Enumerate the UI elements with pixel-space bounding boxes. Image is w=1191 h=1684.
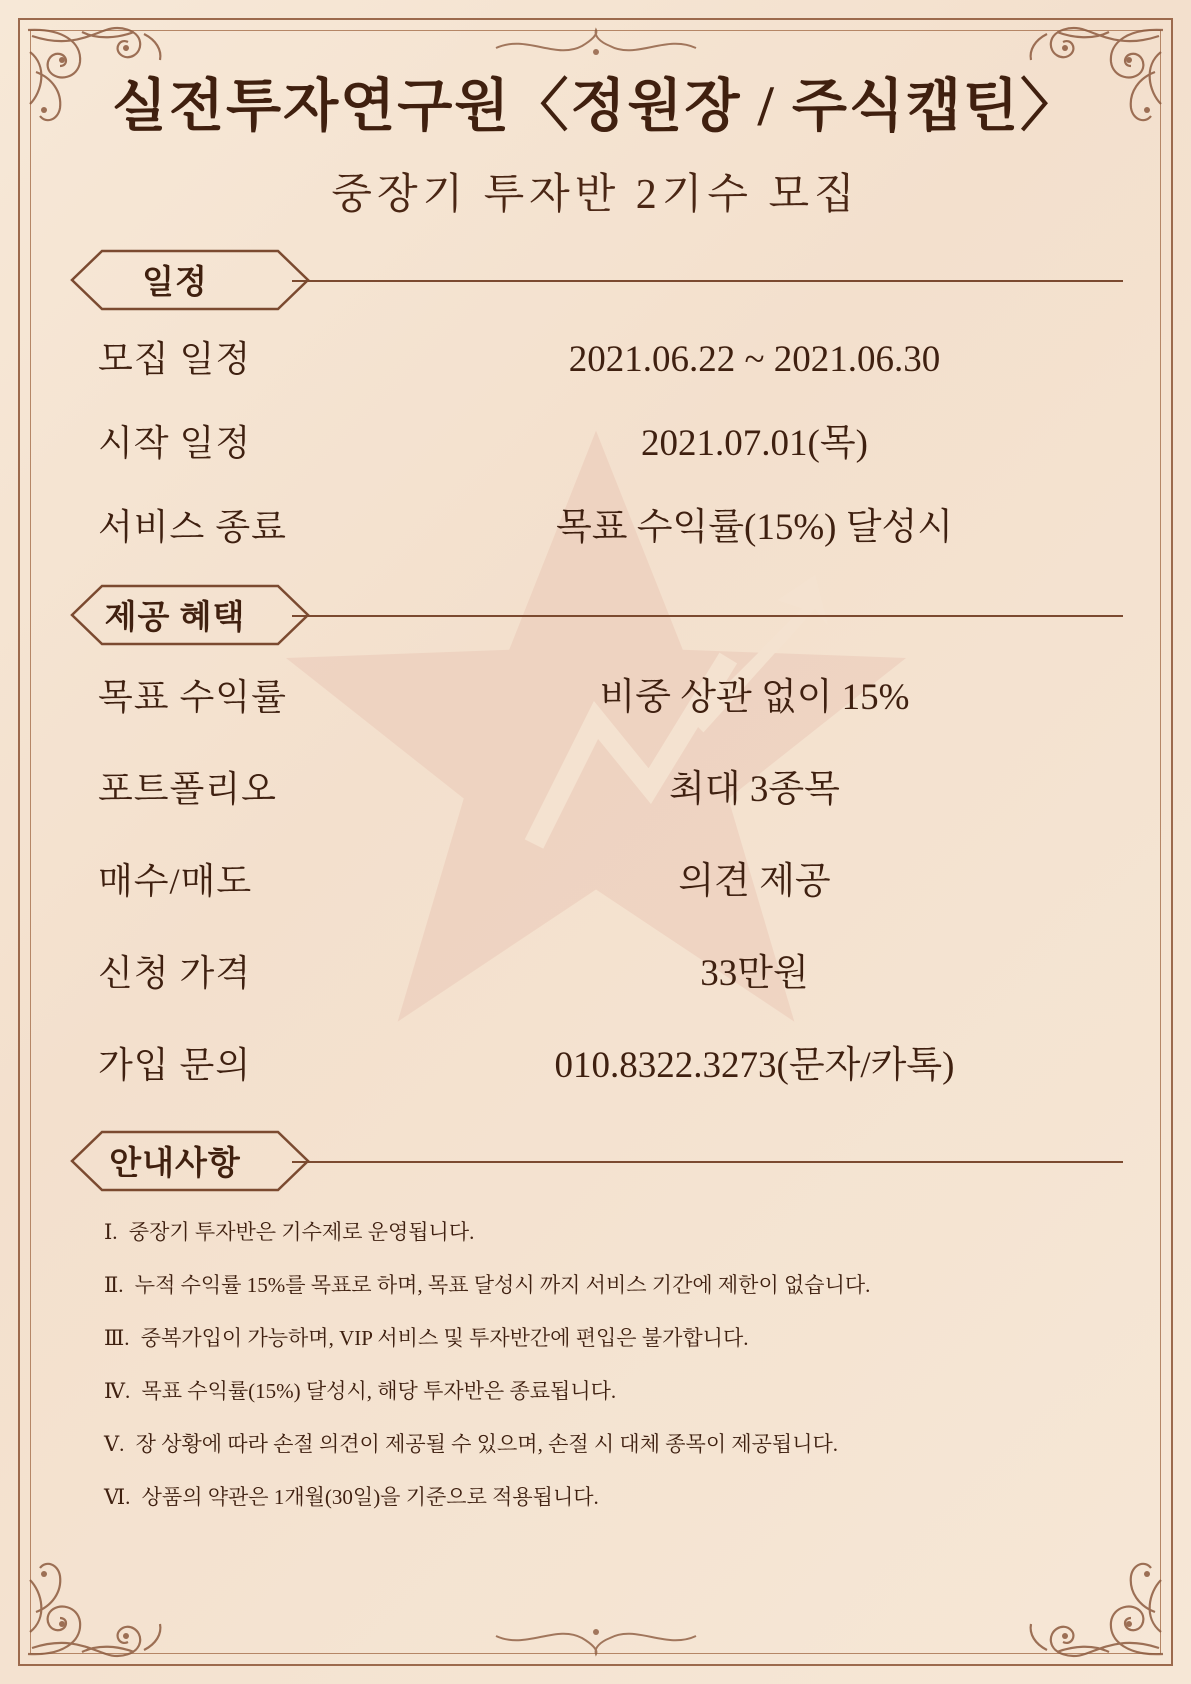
row-label: 매수/매도 (98, 860, 253, 901)
note-text: 목표 수익률(15%) 달성시, 해당 투자반은 종료됩니다. (141, 1378, 617, 1403)
list-item (104, 1216, 1105, 1246)
section-title: 안내사항 (109, 1146, 241, 1183)
list-item (104, 1269, 1105, 1299)
list-item (62, 942, 1129, 996)
list-item (62, 1034, 1129, 1088)
note-number: Ⅳ. (104, 1378, 131, 1403)
row-value: 의견 제공 (678, 860, 831, 902)
note-text: 누적 수익률 15%를 목표로 하며, 목표 달성시 까지 서비스 기간에 제한이 없습니다. (134, 1272, 871, 1297)
section-banner (70, 249, 310, 311)
note-number: Ⅵ. (104, 1484, 131, 1509)
section-header-notes (62, 1126, 1129, 1196)
note-number: Ⅲ. (104, 1325, 130, 1350)
list-item (62, 412, 1129, 466)
row-value: 33만원 (700, 952, 809, 994)
row-label: 모집 일정 (98, 338, 252, 379)
row-value: 2021.06.22 ~ 2021.06.30 (568, 338, 941, 380)
row-label: 서비스 종료 (98, 506, 287, 547)
list-item (104, 1322, 1105, 1352)
row-value: 목표 수익률(15%) 달성시 (556, 506, 953, 548)
section-banner (70, 1130, 310, 1192)
section-header-schedule (62, 245, 1129, 315)
note-number: Ⅴ. (104, 1431, 125, 1456)
note-text: 중장기 투자반은 기수제로 운영됩니다. (128, 1219, 475, 1244)
list-item (104, 1428, 1105, 1458)
row-label: 목표 수익률 (98, 676, 287, 717)
row-label: 포트폴리오 (98, 768, 277, 809)
note-text: 상품의 약관은 1개월(30일)을 기준으로 적용됩니다. (141, 1484, 599, 1509)
list-item (62, 666, 1129, 720)
benefits-list (62, 666, 1129, 1088)
list-item (62, 758, 1129, 812)
note-text: 중복가입이 가능하며, VIP 서비스 및 투자반간에 편입은 불가합니다. (140, 1325, 749, 1350)
edge-ornament-icon (486, 1614, 706, 1660)
list-item (62, 850, 1129, 904)
section-rule (292, 1161, 1123, 1163)
corner-flourish-icon (22, 1542, 172, 1662)
row-label: 가입 문의 (98, 1044, 252, 1085)
list-item (104, 1375, 1105, 1405)
list-item (62, 331, 1129, 382)
list-item (62, 496, 1129, 550)
note-text: 장 상황에 따라 손절 의견이 제공될 수 있으며, 손절 시 대체 종목이 제공됩니다. (135, 1431, 839, 1456)
row-value: 2021.07.01(목) (641, 422, 868, 464)
note-number: Ⅰ. (104, 1219, 118, 1244)
schedule-list (62, 331, 1129, 550)
section-header-benefits (62, 580, 1129, 650)
row-label: 시작 일정 (98, 422, 252, 463)
row-value: 최대 3종목 (669, 768, 840, 810)
row-label: 신청 가격 (98, 952, 252, 993)
page-title: 실전투자연구원〈정원장 / 주식캡틴〉 (111, 75, 1080, 138)
section-rule (292, 280, 1123, 282)
list-item (104, 1481, 1105, 1511)
row-value: 비중 상관 없이 15% (599, 676, 910, 718)
notes-list (62, 1216, 1129, 1511)
section-title: 제공 혜택 (104, 600, 246, 637)
note-number: Ⅱ. (104, 1272, 124, 1297)
page-subtitle: 중장기 투자반 2기수 모집 (331, 171, 860, 218)
row-value: 010.8322.3273(문자/카톡) (554, 1044, 955, 1086)
section-banner (70, 584, 310, 646)
section-title: 일정 (142, 265, 208, 302)
section-rule (292, 615, 1123, 617)
corner-flourish-icon (1019, 1542, 1169, 1662)
